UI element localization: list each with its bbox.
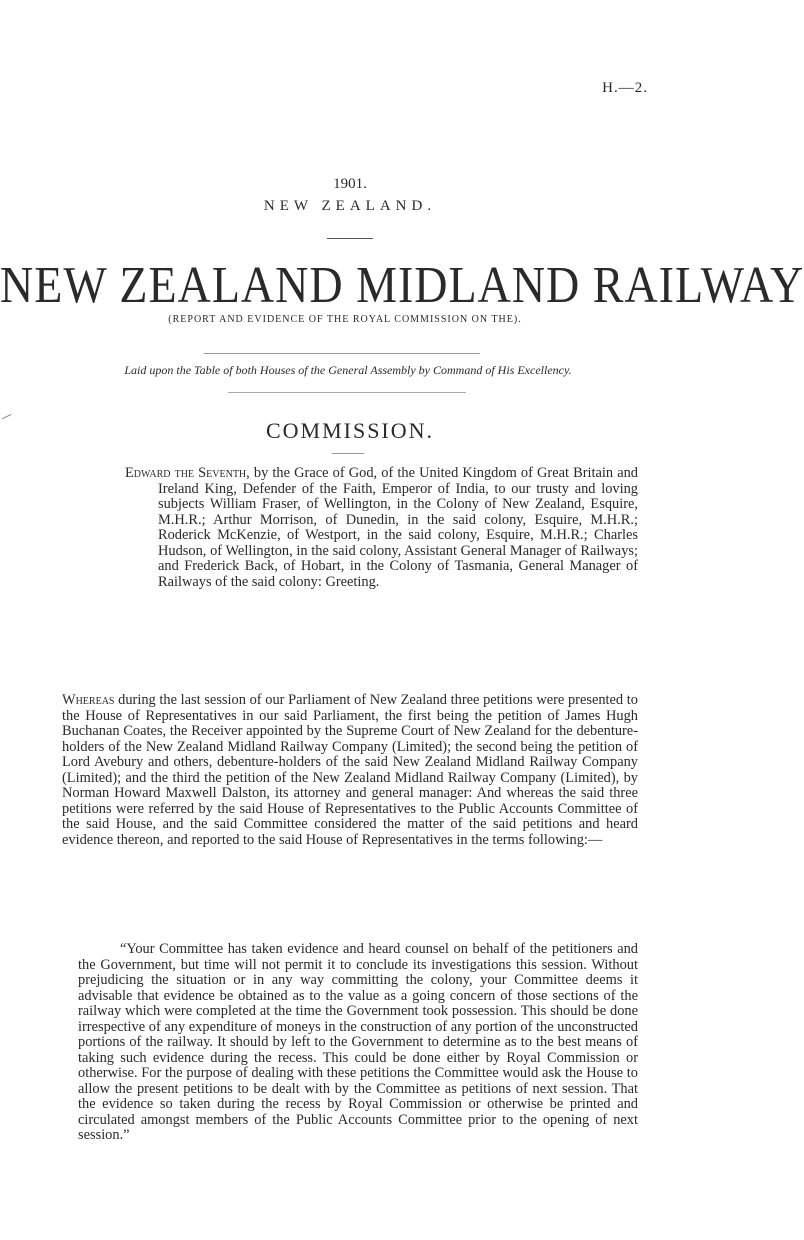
preamble-paragraph — [62, 466, 638, 590]
preamble-text: by the Grace of God, of the United Kingdom of Great Britain and Ireland King, Defender of the Faith, Emperor of India, to our trusty and loving subjects William Fraser, of Wellington, in the Colony of New Zealand, Esquire, M.H.R.; Arthur Morrison, of Dunedin, in the said colony, Esquire, M.H.R.; Roderick McKenzie, of Westport, in the said colony, Esquire, M.H.R.; Charles Hudson, of Wellington, in the said colony, Assistant General Manager of Railways; and Frederick Back, of Hobart, in the Colony of Tasmania, General Manager of Railways of the said colony: Greeting. — [158, 465, 638, 590]
year: 1901. — [333, 176, 367, 192]
document-title — [0, 255, 804, 313]
laid-statement: Laid upon the Table of both Houses of the General Assembly by Command of His Excellency. — [124, 363, 572, 377]
divider — [327, 238, 373, 239]
divider — [332, 453, 364, 454]
whereas-paragraph — [62, 693, 638, 848]
section-heading: COMMISSION. — [265, 418, 435, 443]
document-subtitle: (REPORT AND EVIDENCE OF THE ROYAL COMMISSION ON THE). — [168, 314, 522, 325]
preamble-lead: Edward the Seventh, — [125, 465, 250, 481]
country-heading: NEW ZEALAND. — [263, 198, 437, 214]
document-title-text: NEW ZEALAND MIDLAND RAILWAY — [0, 255, 804, 313]
whereas-text: during the last session of our Parliament of New Zealand three petitions were presented to the House of Representatives in our said Parliament, the first being the petition of James Hugh Buchanan Coates, the Receiver appointed by the Supreme Court of New Zealand for the debenture-holders of the New Zealand Midland Railway Company (Limited); the second being the petition of Lord Avebury and others, debenture-holders of the said New Zealand Midland Railway Company (Limited); and the third the petition of the New Zealand Midland Railway Company (Limited), by Norman Howard Maxwell Dalston, its attorney and general manager: And whereas the said three petitions were referred by the said House of Representatives to the Public Accounts Committee of the said House, and the said Committee considered the matter of the said petitions and heard evidence thereon, and reported to the said House of Representatives in the terms following:— — [62, 692, 638, 848]
page-code: H.—2. — [602, 80, 648, 96]
divider — [228, 392, 466, 393]
committee-quote: “Your Committee has taken evidence and heard counsel on behalf of the petitioners and the Government, but time will not permit it to conclude its investigations this session. Without prejudicing the situation or in any way committing the colony, your Committee deems it advisable that evidence be obtained as to the value as a going concern of those sections of the railway which were completed at the time the Government took possession. This should be done irrespective of any expenditure of moneys in the construction of any portion of the unconstructed portions of the railway. It should by left to the Government to determine as to the best means of taking such evidence during the recess. This could be done either by Royal Commission or otherwise. For the purpose of dealing with these petitions the Committee would ask the House to allow the present petitions to be dealt with by the Committee as petitions of next session. That the evidence so taken during the recess by Royal Commission or otherwise be printed and circulated amongst members of the Public Accounts Committee prior to the opening of next session.” — [78, 941, 638, 1143]
whereas-lead: Whereas — [62, 692, 115, 708]
divider — [204, 353, 480, 354]
